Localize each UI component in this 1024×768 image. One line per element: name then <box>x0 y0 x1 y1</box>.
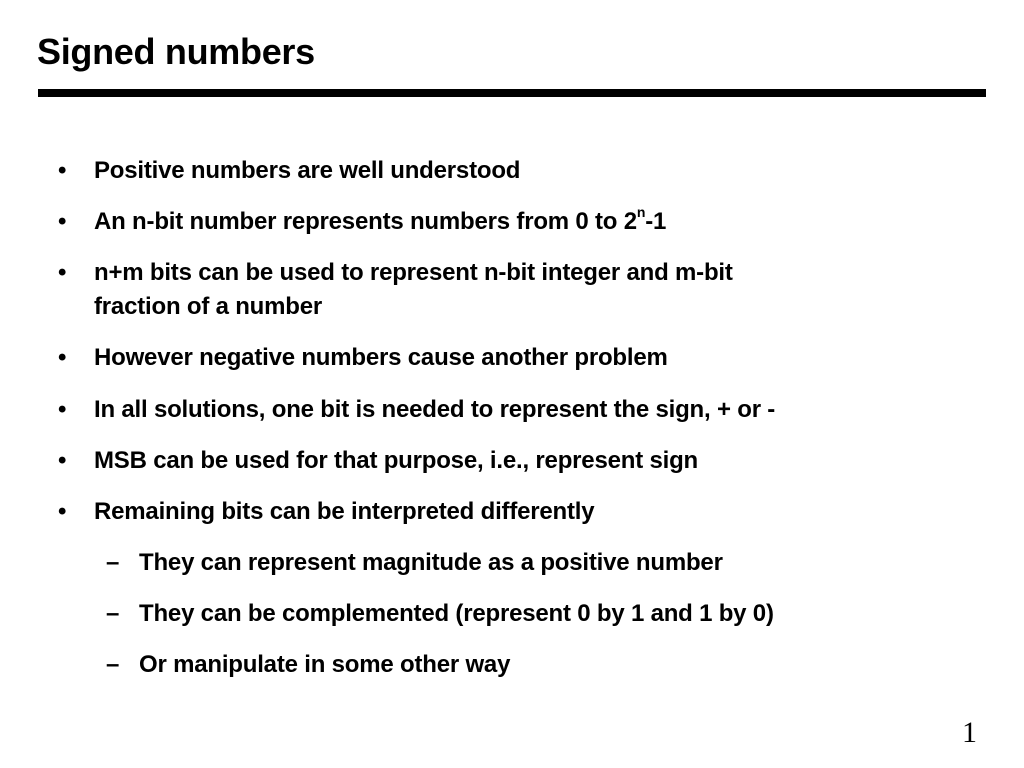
sub-bullet-item <box>106 597 774 631</box>
bullet-marker: • <box>58 208 67 235</box>
dash-marker: – <box>106 600 120 627</box>
slide-title: Signed numbers <box>37 31 315 72</box>
bullet-text: In all solutions, one bit is needed to represent the sign, + or - <box>94 396 776 423</box>
bullet-marker: • <box>58 259 67 286</box>
bullet-text: Remaining bits can be interpreted differently <box>94 498 595 525</box>
dash-marker: – <box>106 651 120 678</box>
bullet-item <box>58 444 698 478</box>
bullet-item <box>58 393 776 427</box>
bullet-item <box>58 204 667 239</box>
bullet-text-line-1: n+m bits can be used to represent n-bit integer and m-bit <box>94 259 733 286</box>
bullet-item <box>58 495 595 529</box>
bullet-text-line-2: fraction of a number <box>94 293 323 320</box>
bullet-item-continuation <box>94 290 322 324</box>
bullet-marker: • <box>58 344 67 371</box>
bullet-text: An n-bit number represents numbers from 0 to 2 <box>94 208 637 235</box>
bullet-marker: • <box>58 157 67 184</box>
bullet-text: MSB can be used for that purpose, i.e., represent sign <box>94 447 698 474</box>
bullet-marker: • <box>58 396 67 423</box>
bullet-item <box>58 154 521 188</box>
dash-marker: – <box>106 549 120 576</box>
bullet-marker: • <box>58 498 67 525</box>
sub-bullet-text: They can be complemented (represent 0 by 1 and 1 by 0) <box>139 600 774 627</box>
bullet-item <box>58 256 733 290</box>
bullet-item <box>58 341 668 375</box>
bullet-text: However negative numbers cause another problem <box>94 344 668 371</box>
sub-bullet-text: They can represent magnitude as a positive number <box>139 549 723 576</box>
page-number: 1 <box>962 716 977 749</box>
superscript-exponent: n <box>636 204 646 220</box>
bullet-marker: • <box>58 447 67 474</box>
bullet-text: Positive numbers are well understood <box>94 157 521 184</box>
bullet-text-suffix: -1 <box>645 208 667 235</box>
sub-bullet-item <box>106 546 723 580</box>
sub-bullet-text: Or manipulate in some other way <box>139 651 511 678</box>
sub-bullet-item <box>106 648 511 682</box>
title-divider <box>38 89 986 97</box>
